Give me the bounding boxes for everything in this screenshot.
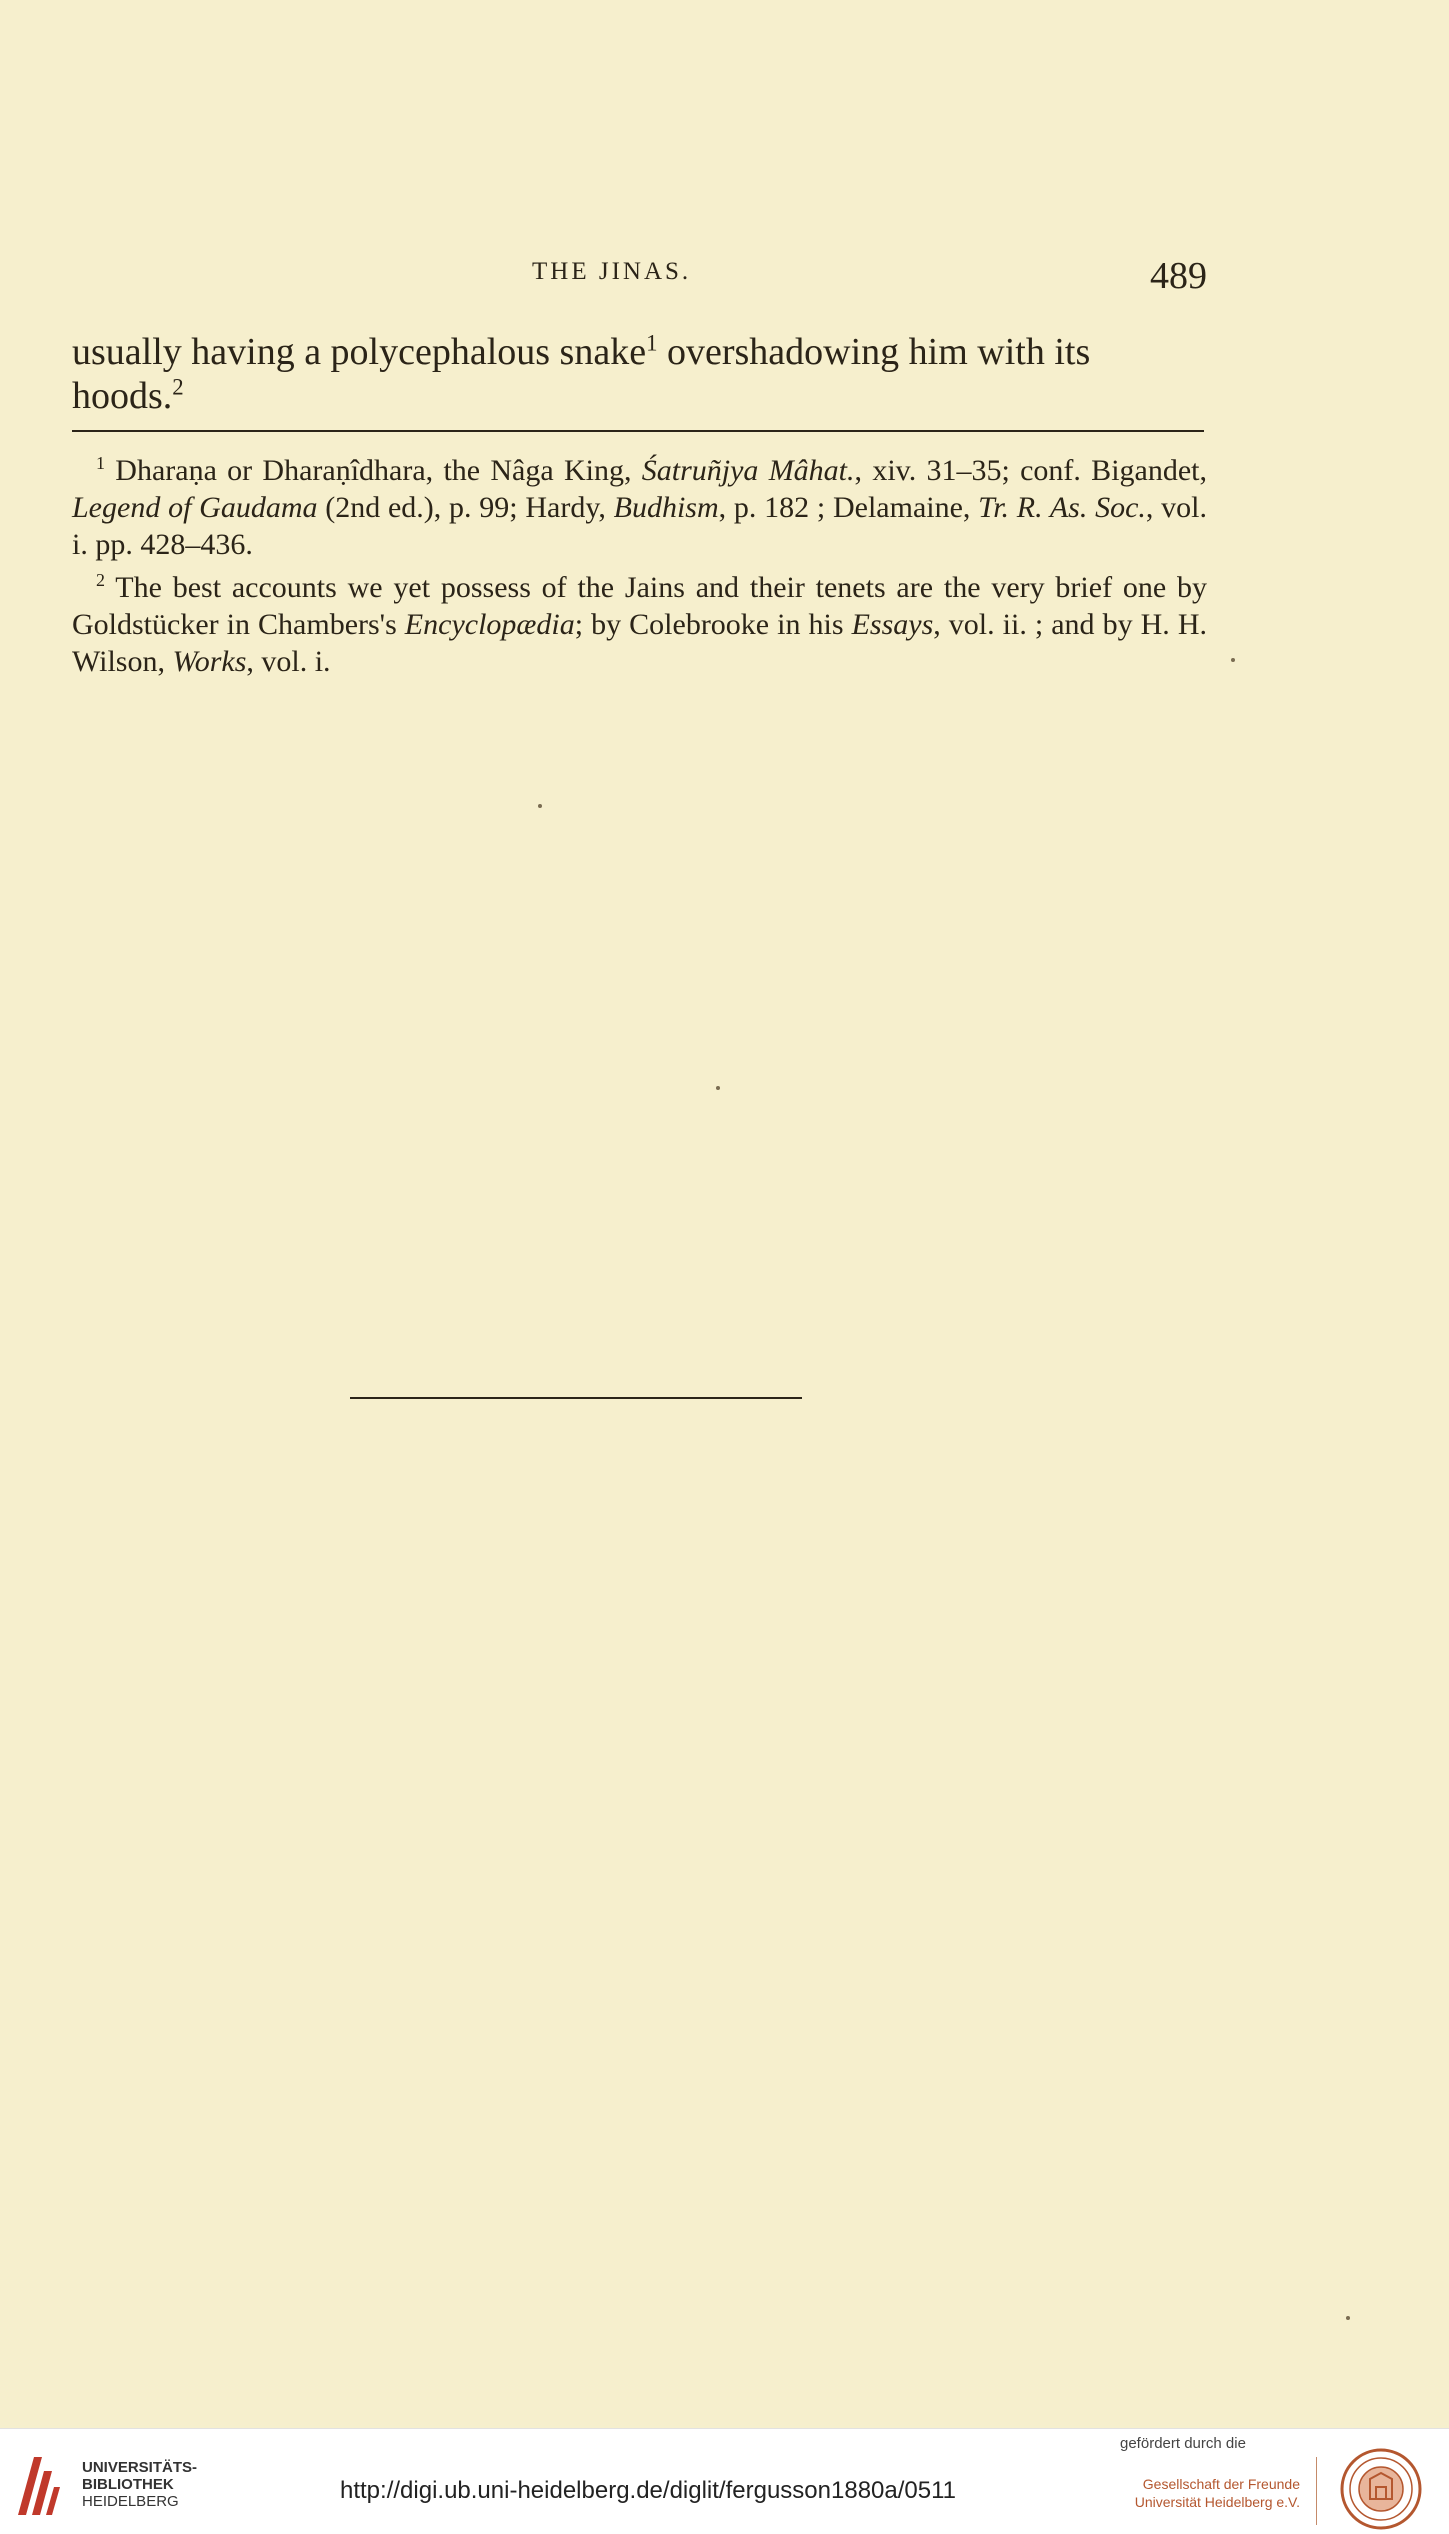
footnote-1: $^1$ Dharaṇa or Dharaṇîdhara, the Nâga King, Śatruñjya Mâhat., xiv. 31–35; conf. Bigandet, Legend of Gaudama (2nd ed.), p. 99; Hardy, Budhism, p. 182 ; Delamaine, Tr. R. As. Soc., vol. i. pp. 428–436. xyxy=(72,453,1207,561)
paper-speck xyxy=(1346,2316,1350,2320)
body-line-2: hoods.$^2$ xyxy=(72,374,184,417)
paper-speck xyxy=(538,804,542,808)
footnote-2: $^2$ The best accounts we yet possess of the Jains and their tenets are the very brief one by Goldstücker in Chambers's Encyclopædia; by Colebrooke in his Essays, vol. ii. ; and by H. H. Wilson, Works, vol. i. xyxy=(72,570,1207,678)
university-library-logo-icon xyxy=(14,2449,64,2519)
page-number: 489 xyxy=(1150,255,1207,297)
footnotes xyxy=(72,452,1207,686)
footnote-separator-rule xyxy=(72,430,1204,432)
page-header xyxy=(72,255,1207,308)
footer-divider xyxy=(1316,2457,1317,2525)
digitization-footer xyxy=(0,2428,1449,2534)
body-line-1: usually having a polycephalous snake$^1$ overshadowing him with its xyxy=(72,330,1091,373)
library-name: UNIVERSITÄTS- BIBLIOTHEK HEIDELBERG xyxy=(82,2459,198,2510)
end-of-section-rule xyxy=(350,1397,802,1399)
body-text xyxy=(72,330,1207,418)
society-name: Gesellschaft der Freunde Universität Heidelberg e.V. xyxy=(1134,2476,1300,2510)
paper-speck xyxy=(716,1086,720,1090)
funded-by-label: gefördert durch die xyxy=(1120,2435,1246,2452)
permalink-url[interactable]: http://digi.ub.uni-heidelberg.de/diglit/fergusson1880a/0511 xyxy=(340,2477,957,2504)
footnote-2-number: 2 xyxy=(96,570,105,590)
footnote-ref-1: 1 xyxy=(646,330,658,356)
university-seal-icon xyxy=(1336,2447,1426,2531)
paper-speck xyxy=(1231,658,1235,662)
running-head: THE JINAS. xyxy=(532,258,692,285)
footnote-1-number: 1 xyxy=(96,453,105,473)
footnote-ref-2: 2 xyxy=(172,374,184,400)
